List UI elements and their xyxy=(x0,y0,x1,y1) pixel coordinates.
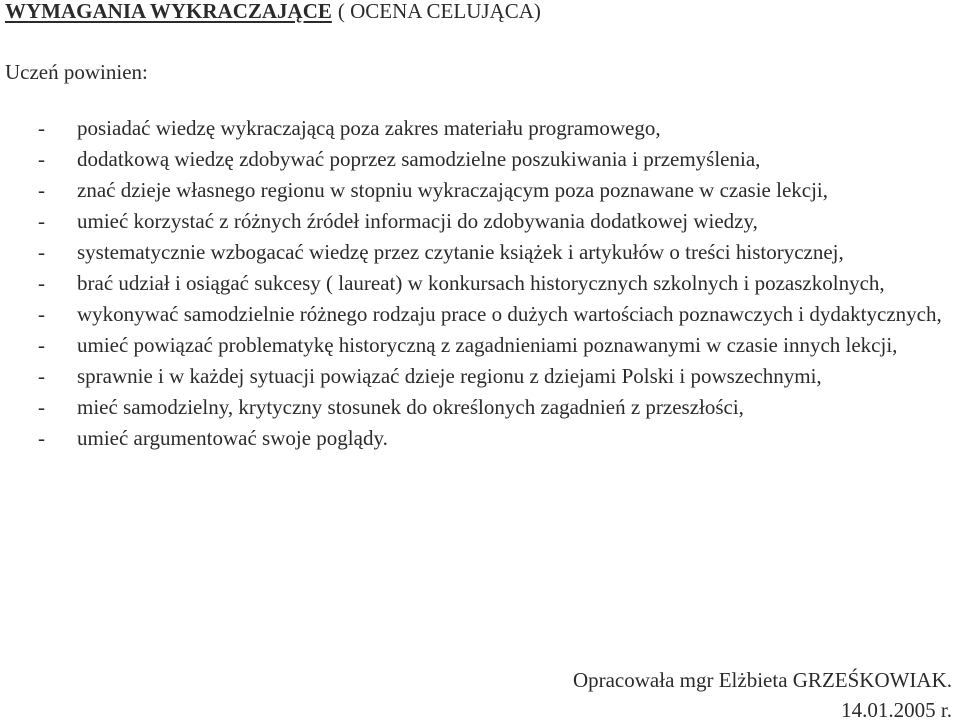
list-item-text: umieć korzystać z różnych źródeł informacji do zdobywania dodatkowej wiedzy, xyxy=(77,209,758,233)
signature-block xyxy=(573,665,952,725)
list-item-text: umieć argumentować swoje poglądy. xyxy=(77,426,388,450)
list-item-text: znać dzieje własnego regionu w stopniu wykraczającym poza poznawane w czasie lekcji, xyxy=(77,178,829,202)
list-item xyxy=(0,331,960,360)
signature-author: Opracowała mgr Elżbieta GRZEŚKOWIAK. xyxy=(572,668,952,692)
list-item xyxy=(0,424,960,453)
list-item-text: wykonywać samodzielnie różnego rodzaju prace o dużych wartościach poznawczych i dydaktycznych, xyxy=(77,302,942,326)
list-item xyxy=(0,207,960,236)
list-item-text: sprawnie i w każdej sytuacji powiązać dzieje regionu z dziejami Polski i powszechnymi, xyxy=(77,364,822,388)
document-title xyxy=(5,0,541,26)
list-item-text: posiadać wiedzę wykraczającą poza zakres materiału programowego, xyxy=(77,116,661,140)
bullet-dash: - xyxy=(38,395,45,419)
bullet-dash: - xyxy=(38,116,45,140)
bullet-dash: - xyxy=(38,147,45,171)
list-item-text: dodatkową wiedzę zdobywać poprzez samodzielne poszukiwania i przemyślenia, xyxy=(77,147,761,171)
bullet-dash: - xyxy=(38,302,45,326)
grade-note: ( OCENA CELUJĄCA) xyxy=(337,0,541,23)
list-item-text: brać udział i osiągać sukcesy ( laureat) w konkursach historycznych szkolnych i pozaszkolnych, xyxy=(77,271,885,295)
signature-date: 14.01.2005 r. xyxy=(841,698,952,722)
bullet-dash: - xyxy=(38,209,45,233)
bullet-dash: - xyxy=(38,240,45,264)
list-item xyxy=(0,145,960,174)
list-item xyxy=(0,269,960,298)
list-item xyxy=(0,300,960,329)
list-item xyxy=(0,114,960,143)
title-heading: WYMAGANIA WYKRACZAJĄCE xyxy=(5,0,332,23)
intro-text: Uczeń powinien: xyxy=(5,60,148,84)
list-item xyxy=(0,176,960,205)
list-item xyxy=(0,393,960,422)
bullet-dash: - xyxy=(38,333,45,357)
bullet-dash: - xyxy=(38,426,45,450)
list-item-text: mieć samodzielny, krytyczny stosunek do określonych zagadnień z przeszłości, xyxy=(77,395,744,419)
list-item xyxy=(0,362,960,391)
list-item-text: systematycznie wzbogacać wiedzę przez czytanie książek i artykułów o treści historycznej, xyxy=(77,240,844,264)
requirements-list xyxy=(0,114,960,455)
list-item xyxy=(0,238,960,267)
bullet-dash: - xyxy=(38,271,45,295)
bullet-dash: - xyxy=(38,178,45,202)
list-item-text: umieć powiązać problematykę historyczną z zagadnieniami poznawanymi w czasie innych lekcji, xyxy=(77,333,898,357)
bullet-dash: - xyxy=(38,364,45,388)
